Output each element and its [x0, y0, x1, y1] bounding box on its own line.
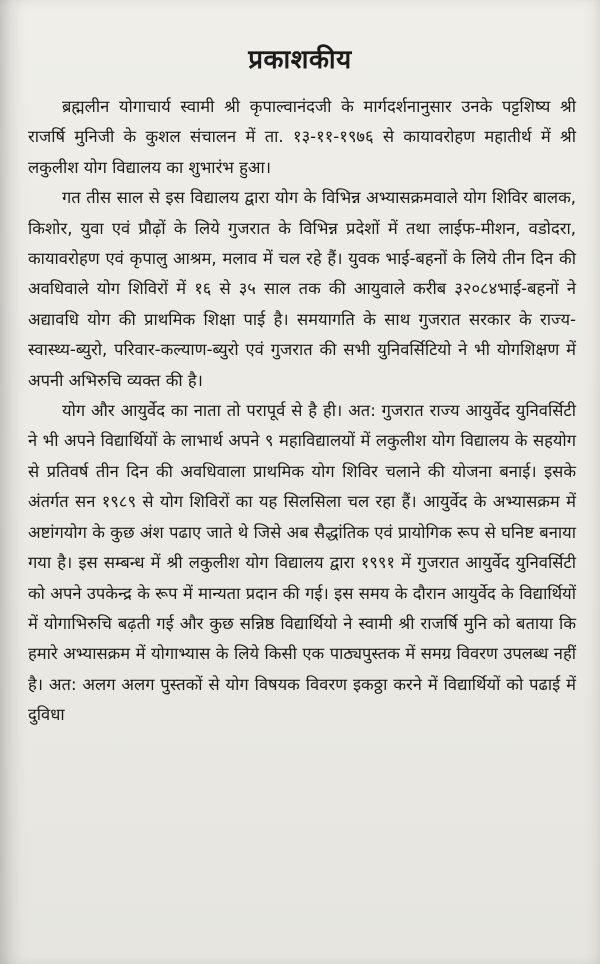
- page-title: प्रकाशकीय: [248, 45, 352, 75]
- body-text: [28, 92, 576, 731]
- paragraph-1: ब्रह्मलीन योगाचार्य स्वामी श्री कृपाल्वानंदजी के मार्गदर्शनानुसार उनके पट्टशिष्य श्री राजर्षि मुनिजी के कुशल संचालन में ता. १३-११-१९७६ से कायावरोहण महातीर्थ में श्री लकुलीश योग विद्यालय का शुभारंभ हुआ।: [28, 97, 576, 177]
- paragraph-2: गत तीस साल से इस विद्यालय द्वारा योग के विभिन्न अभ्यासक्रमवाले योग शिविर बालक, किशोर, युवा एवं प्रौढ़ों के लिये गुजरात के विभिन्न प्रदेशों में तथा लाईफ-मीशन, वडोदरा, कायावरोहण एवं कृपालु आश्रम, मलाव में चल रहे हैं। युवक भाई-बहनों के लिये तीन दिन की अवधिवाले योग शिविरों में १६ से ३५ साल तक की आयुवाले करीब ३२०८४भाई-बहनों ने अद्यावधि योग की प्राथमिक शिक्षा पाई है। समयागति के साथ गुजरात सरकार के राज्य-स्वास्थ्य-ब्युरो, परिवार-कल्याण-ब्युरो एवं गुजरात की सभी युनिवर्सिटियो ने भी योगशिक्षण में अपनी अभिरुचि व्यक्त की है।: [28, 188, 576, 390]
- paragraph-3: योग और आयुर्वेद का नाता तो परापूर्व से है ही। अत: गुजरात राज्य आयुर्वेद युनिवर्सिटी ने भी अपने विद्यार्थियों के लाभार्थ अपने ९ महाविद्यालयों में लकुलीश योग विद्यालय के सहयोग से प्रतिवर्ष तीन दिन की अवधिवाला प्राथमिक योग शिविर चलाने की योजना बनाई। इसके अंतर्गत सन १९८९ से योग शिविरों का यह सिलसिला चल रहा हैं। आयुर्वेद के अभ्यासक्रम में अष्टांगयोग के कुछ अंश पढाए जाते थे जिसे अब सैद्धांतिक एवं प्रायोगिक रूप से घनिष्ट बनाया गया है। इस सम्बन्ध में श्री लकुलीश योग विद्यालय द्वारा १९९१ में गुजरात आयुर्वेद युनिवर्सिटी को अपने उपकेन्द्र के रूप में मान्यता प्रदान की गई। इस समय के दौरान आयुर्वेद के विद्यार्थियों में योगाभिरुचि बढ़ती गई और कुछ सन्निष्ठ विद्यार्थियो ने स्वामी श्री राजर्षि मुनि को बताया कि हमारे अभ्यासक्रम में योगाभ्यास के लिये किसी एक पाठ्यपुस्तक में समग्र विवरण उपलब्ध नहीं है। अत: अलग अलग पुस्तकों से योग विषयक विवरण इकठ्ठा करने में विद्यार्थियों को पढाई में दुविधा: [28, 401, 576, 725]
